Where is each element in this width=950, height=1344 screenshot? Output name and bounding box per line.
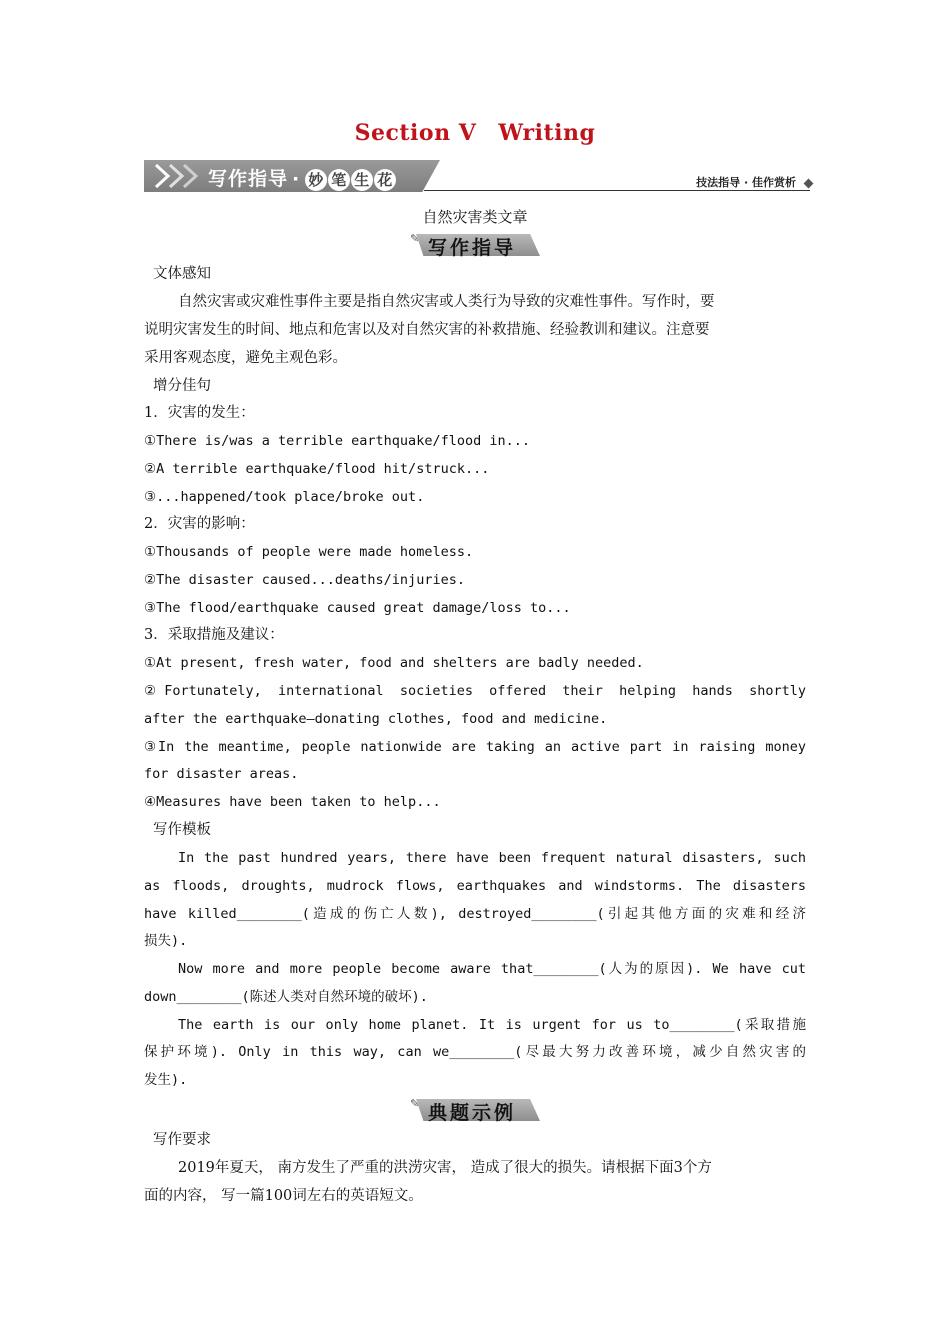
bubble-char: 生 (351, 169, 373, 191)
list-item: ③In the meantime, people nationwide are taking an active part in raising money (144, 739, 806, 755)
diamond-icon (804, 179, 814, 189)
requirement-line: 2019年夏天， 南方发生了严重的洪涝灾害， 造成了很大的损失。请根据下面3个方 (178, 1160, 712, 1176)
chevron-double-icon (150, 162, 204, 190)
list-item-continued: for disaster areas. (144, 766, 299, 782)
paragraph-line: 说明灾害发生的时间、地点和危害以及对自然灾害的补救措施、经验教训和建议。注意要 (144, 322, 710, 338)
heading-genre: 文体感知 (153, 266, 211, 282)
template-line: 损失). (144, 933, 188, 949)
template-line: 发生). (144, 1072, 188, 1088)
list-item: ③The flood/earthquake caused great damage/loss to... (144, 600, 571, 616)
template-line: The earth is our only home planet. It is urgent for us to________(采取措施 (178, 1017, 806, 1033)
list-heading: 1．灾害的发生： (144, 405, 255, 421)
list-item: ①At present, fresh water, food and shelters are badly needed. (144, 655, 644, 671)
bubble-char: 花 (374, 169, 396, 191)
template-line: have killed________(造成的伤亡人数), destroyed________(引起其他方面的灾难和经济 (144, 906, 806, 922)
list-item: ②The disaster caused...deaths/injuries. (144, 572, 465, 588)
template-line: In the past hundred years, there have been frequent natural disasters, such (178, 850, 806, 866)
requirement-line: 面的内容， 写一篇100词左右的英语短文。 (144, 1188, 423, 1204)
pen-icon: ✎ (410, 232, 420, 245)
paragraph-line: 采用客观态度，避免主观色彩。 (144, 350, 347, 366)
heading-template: 写作模板 (153, 822, 211, 838)
pen-icon: ✎ (410, 1097, 420, 1110)
heading-requirements: 写作要求 (153, 1132, 211, 1148)
subheading: 自然灾害类文章 (422, 208, 528, 226)
list-item: ②A terrible earthquake/flood hit/struck... (144, 461, 490, 477)
list-item: ①Thousands of people were made homeless. (144, 544, 474, 560)
banner-dot: · (292, 168, 301, 190)
list-item: ①There is/was a terrible earthquake/flood in... (144, 433, 530, 449)
tag-writing-guide (410, 232, 540, 258)
heading-sentences: 增分佳句 (153, 378, 211, 394)
template-line: as floods, droughts, mudrock flows, earthquakes and windstorms. The disasters (144, 878, 806, 894)
section-banner (144, 160, 814, 194)
list-item: ②Fortunately, international societies offered their helping hands shortly (144, 683, 806, 699)
banner-underline (424, 190, 810, 191)
banner-right-text: 技法指导 · 佳作赏析 (696, 176, 796, 189)
bubble-char: 妙 (305, 169, 327, 191)
bubble-char: 笔 (328, 169, 350, 191)
list-heading: 2．灾害的影响： (144, 516, 255, 532)
list-heading: 3．采取措施及建议： (144, 627, 284, 643)
tag-example (410, 1097, 540, 1123)
paragraph-line: 自然灾害或灾难性事件主要是指自然灾害或人类行为导致的灾难性事件。写作时，要 (178, 294, 715, 310)
template-line: down________(陈述人类对自然环境的破坏). (144, 989, 428, 1005)
list-item: ③...happened/took place/broke out. (144, 489, 425, 505)
list-item: ④Measures have been taken to help... (144, 794, 441, 810)
template-line: Now more and more people become aware that________(人为的原因). We have cut (178, 961, 806, 977)
section-label: Section Ⅴ (354, 120, 477, 146)
page-title (0, 120, 950, 146)
section-topic: Writing (498, 120, 596, 146)
banner-title (208, 164, 396, 191)
tag-label: 写作指导 (428, 237, 517, 259)
banner-left-text: 写作指导 (208, 168, 289, 190)
list-item-continued: after the earthquake—donating clothes, food and medicine. (144, 711, 608, 727)
template-line: 保护环境). Only in this way, can we________(尽最大努力改善环境，减少自然灾害的 (144, 1044, 806, 1060)
tag-label: 典题示例 (428, 1102, 517, 1124)
